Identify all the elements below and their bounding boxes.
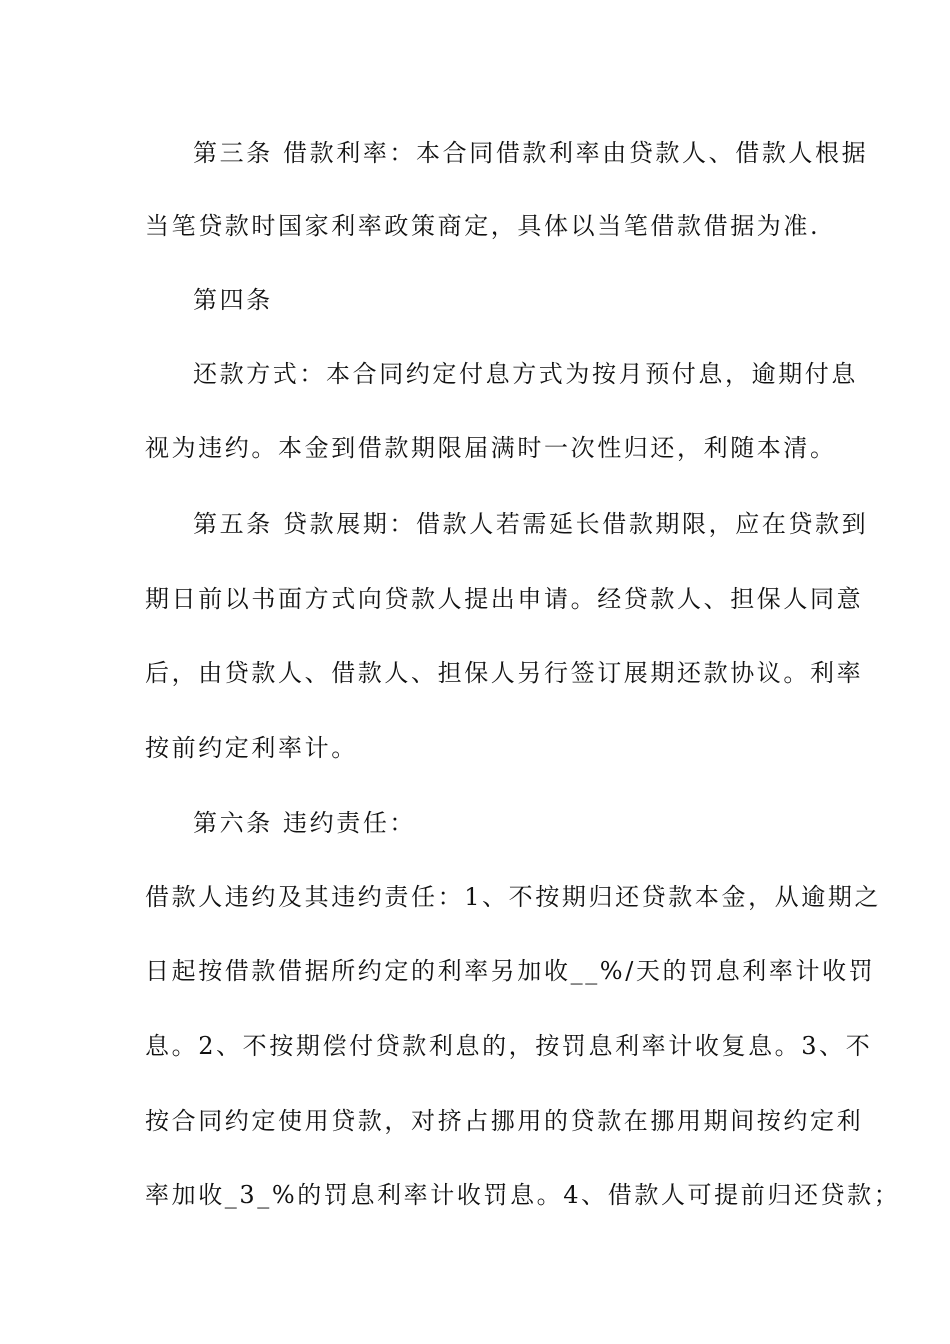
clause-4-line-1: 还款方式：本合同约定付息方式为按月预付息，逾期付息 — [193, 360, 858, 388]
clause-4-heading: 第四条 — [193, 286, 273, 314]
clause-4-line-2: 视为违约。本金到借款期限届满时一次性归还，利随本清。 — [145, 434, 837, 462]
clause-5-line-1: 第五条 贷款展期：借款人若需延长借款期限，应在贷款到 — [193, 510, 869, 538]
clause-5-line-3: 后，由贷款人、借款人、担保人另行签订展期还款协议。利率 — [145, 659, 864, 687]
clause-6-line-3: 息。2、不按期偿付贷款利息的，按罚息利率计收复息。3、不 — [145, 1032, 873, 1060]
clause-6-line-4: 按合同约定使用贷款，对挤占挪用的贷款在挪用期间按约定利 — [145, 1107, 864, 1135]
clause-5-line-4: 按前约定利率计。 — [145, 734, 358, 762]
clause-6-line-1: 借款人违约及其违约责任：1、不按期归还贷款本金，从逾期之 — [145, 883, 882, 911]
clause-5-line-2: 期日前以书面方式向贷款人提出申请。经贷款人、担保人同意 — [145, 585, 864, 613]
clause-6-heading: 第六条 违约责任： — [193, 809, 417, 837]
clause-3-line-2: 当笔贷款时国家利率政策商定，具体以当笔借款借据为准. — [145, 212, 821, 240]
clause-6-line-2: 日起按借款借据所约定的利率另加收__%/天的罚息利率计收罚 — [145, 957, 876, 985]
clause-3-line-1: 第三条 借款利率：本合同借款利率由贷款人、借款人根据 — [193, 139, 869, 167]
clause-6-line-5: 率加收_3_%的罚息利率计收罚息。4、借款人可提前归还贷款； — [145, 1181, 901, 1209]
